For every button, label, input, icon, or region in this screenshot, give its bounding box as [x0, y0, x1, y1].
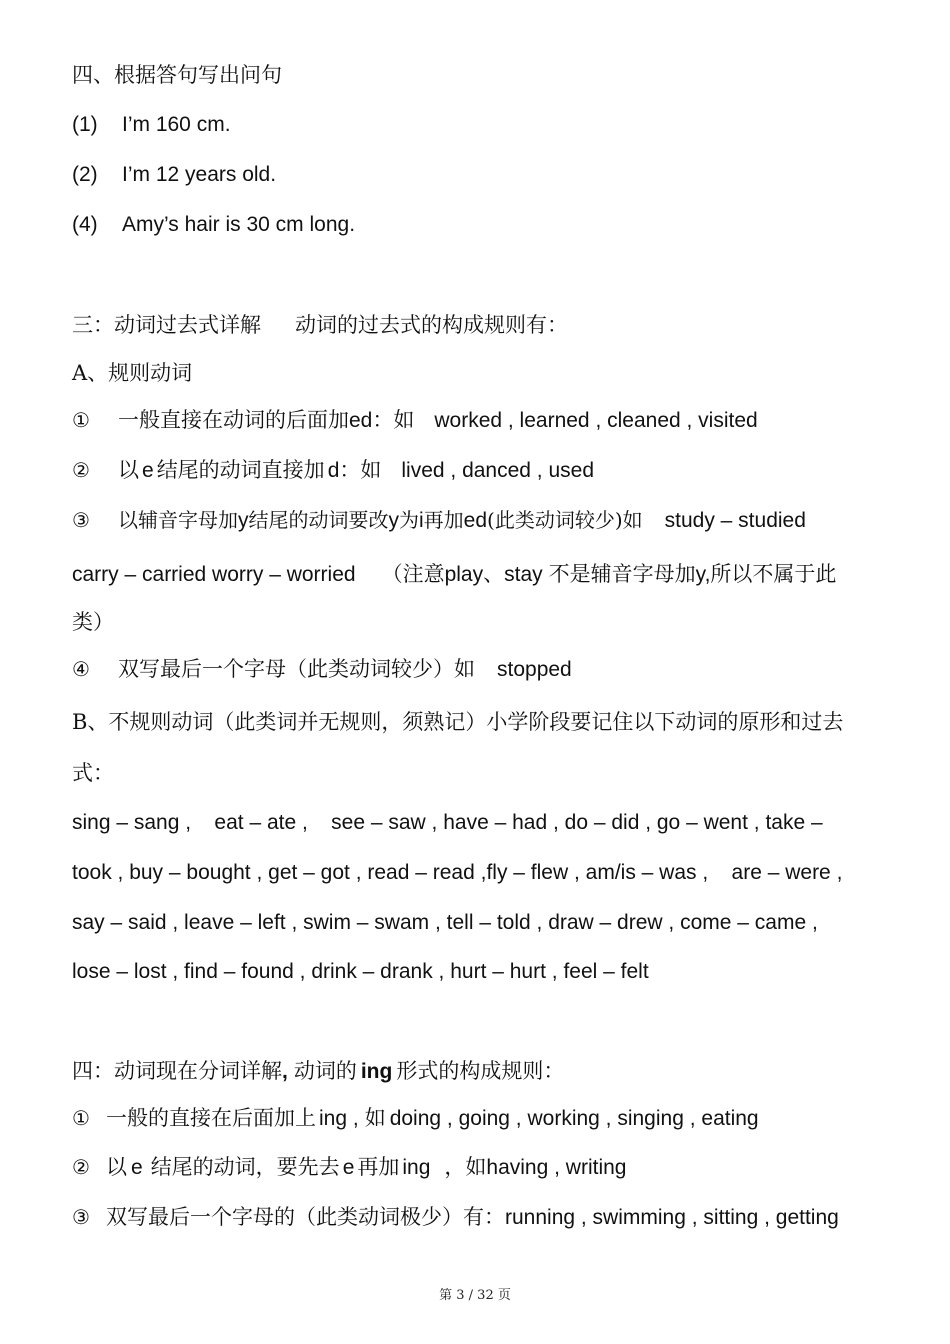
rule-examples: having , writing: [486, 1156, 627, 1179]
rule-marker: ③: [72, 1205, 90, 1229]
rule-letter: e: [342, 1156, 355, 1179]
section-heading-past-tense: [72, 310, 900, 340]
subsection-title-regular: [72, 358, 900, 388]
rule-examples: study – studied: [664, 509, 806, 532]
rule-text: 结尾的动词要改: [248, 508, 389, 532]
item-number: (1): [72, 113, 98, 136]
irregular-verbs-text: took , buy – bought , get – got , read – read ,fly – flew , am/is – was , are – were ,: [72, 861, 843, 884]
rule-text: 双写最后一个字母（此类动词较少）如: [118, 657, 475, 681]
rule-letter: y: [388, 509, 399, 532]
subsection-title-irregular-continued: [72, 758, 900, 788]
subsection-title-irregular: [72, 707, 900, 737]
subsection-title-text: 式：: [72, 761, 114, 785]
item-text: I’m 12 years old.: [122, 163, 277, 186]
subsection-title-text: A、规则动词: [72, 361, 193, 385]
rule-text: 一般直接在动词的后面加: [118, 408, 349, 432]
rule-text: 以辅音字母加: [118, 508, 238, 532]
rule-item: [72, 505, 900, 536]
rule-item: [72, 455, 900, 486]
irregular-verbs-line: [72, 808, 900, 838]
rule-text: 一般的直接在后面加上: [106, 1106, 316, 1130]
rule-examples: carry – carried worry – worried: [72, 563, 356, 586]
rule-suffix: d: [327, 459, 340, 482]
rule-item: [72, 1103, 900, 1134]
rule-letter: e: [142, 459, 154, 482]
heading-ing: ing: [360, 1060, 393, 1083]
rule-text: 为: [399, 508, 419, 532]
section-heading-text: 形式的构成规则：: [396, 1059, 565, 1083]
rule-text: 如: [364, 1106, 386, 1130]
rule-marker: ③: [72, 508, 90, 532]
item-number: (4): [72, 213, 98, 236]
rule-text: 以: [106, 1155, 127, 1179]
rule-suffix: ing: [402, 1156, 431, 1179]
rule-text: ：如: [339, 458, 382, 482]
section-heading-text: 四：动词现在分词详解: [72, 1059, 282, 1083]
rule-examples: worked , learned , cleaned , visited: [434, 409, 758, 432]
rule-text: 再加: [357, 1155, 400, 1179]
rule-text: ：如: [372, 408, 415, 432]
item-text: Amy’s hair is 30 cm long.: [122, 213, 356, 236]
item-number: (2): [72, 163, 98, 186]
rule-suffix: ing ,: [319, 1107, 359, 1130]
question-item: [72, 110, 900, 140]
rule-examples: running , swimming , sitting , getting: [505, 1206, 839, 1229]
heading-comma: ,: [282, 1060, 288, 1083]
irregular-verbs-line: [72, 957, 900, 987]
rule-marker: ①: [72, 1106, 90, 1130]
rule-letter: e: [131, 1156, 143, 1179]
rule-text: 以: [118, 458, 139, 482]
section-heading-present-participle: [72, 1056, 900, 1087]
rule-letter: i: [419, 509, 424, 532]
section-heading-text: 三：动词过去式详解: [72, 313, 261, 337]
section-heading-subtext: 动词的过去式的构成规则有：: [295, 313, 568, 337]
rule-item: [72, 1202, 900, 1233]
rule-item-continued: [72, 607, 900, 637]
rule-examples: stopped: [497, 658, 572, 681]
irregular-verbs-line: [72, 858, 900, 888]
rule-text: 再加: [423, 508, 464, 532]
rule-text: 类）: [72, 610, 114, 634]
page-number-text: 第 3 / 32 页: [439, 1288, 511, 1303]
rule-item: [72, 405, 900, 436]
section-heading-questions: [72, 60, 900, 90]
question-item: [72, 160, 900, 190]
rule-text: 所以不属于此: [710, 562, 837, 586]
rule-text: 双写最后一个字母的（此类动词极少）有：: [106, 1205, 505, 1229]
rule-marker: ④: [72, 657, 90, 681]
rule-marker: ②: [72, 458, 90, 482]
rule-letter: y,: [695, 563, 711, 586]
section-heading-text: 动词的: [293, 1059, 357, 1083]
rule-item: [72, 654, 900, 685]
rule-marker: ①: [72, 408, 90, 432]
subsection-title-text: B、不规则动词（此类词并无规则，须熟记）小学阶段要记住以下动词的原形和过去: [72, 710, 844, 734]
rule-marker: ②: [72, 1155, 90, 1179]
item-text: I’m 160 cm.: [122, 113, 231, 136]
irregular-verbs-line: [72, 908, 900, 938]
rule-suffix: ed: [349, 409, 373, 432]
rule-examples: doing , going , working , singing , eating: [389, 1107, 759, 1130]
rule-word: stay: [504, 563, 543, 586]
rule-text: (此类动词较少)如: [487, 508, 643, 532]
page-number-footer: [0, 1284, 950, 1303]
irregular-verbs-text: say – said , leave – left , swim – swam , tell – told , draw – drew , come – came ,: [72, 911, 818, 934]
rule-text: 、: [483, 562, 505, 586]
section-heading-text: 四、根据答句写出问句: [72, 63, 282, 87]
rule-item-continued: [72, 559, 900, 590]
question-item: [72, 210, 900, 240]
rule-text: 结尾的动词直接加: [156, 458, 325, 482]
rule-item: [72, 1152, 900, 1183]
rule-suffix: ed: [463, 509, 488, 532]
rule-text: （注意: [381, 562, 445, 586]
rule-word: play: [444, 563, 484, 586]
rule-text: ，如: [444, 1155, 487, 1179]
rule-letter: y: [238, 509, 249, 532]
irregular-verbs-text: lose – lost , find – found , drink – drank , hurt – hurt , feel – felt: [72, 960, 649, 983]
rule-text: 不是辅音字母加: [548, 562, 696, 586]
rule-examples: lived , danced , used: [401, 459, 595, 482]
irregular-verbs-text: sing – sang , eat – ate , see – saw , have – had , do – did , go – went , take –: [72, 811, 823, 834]
rule-text: 结尾的动词，要先去: [150, 1155, 340, 1179]
